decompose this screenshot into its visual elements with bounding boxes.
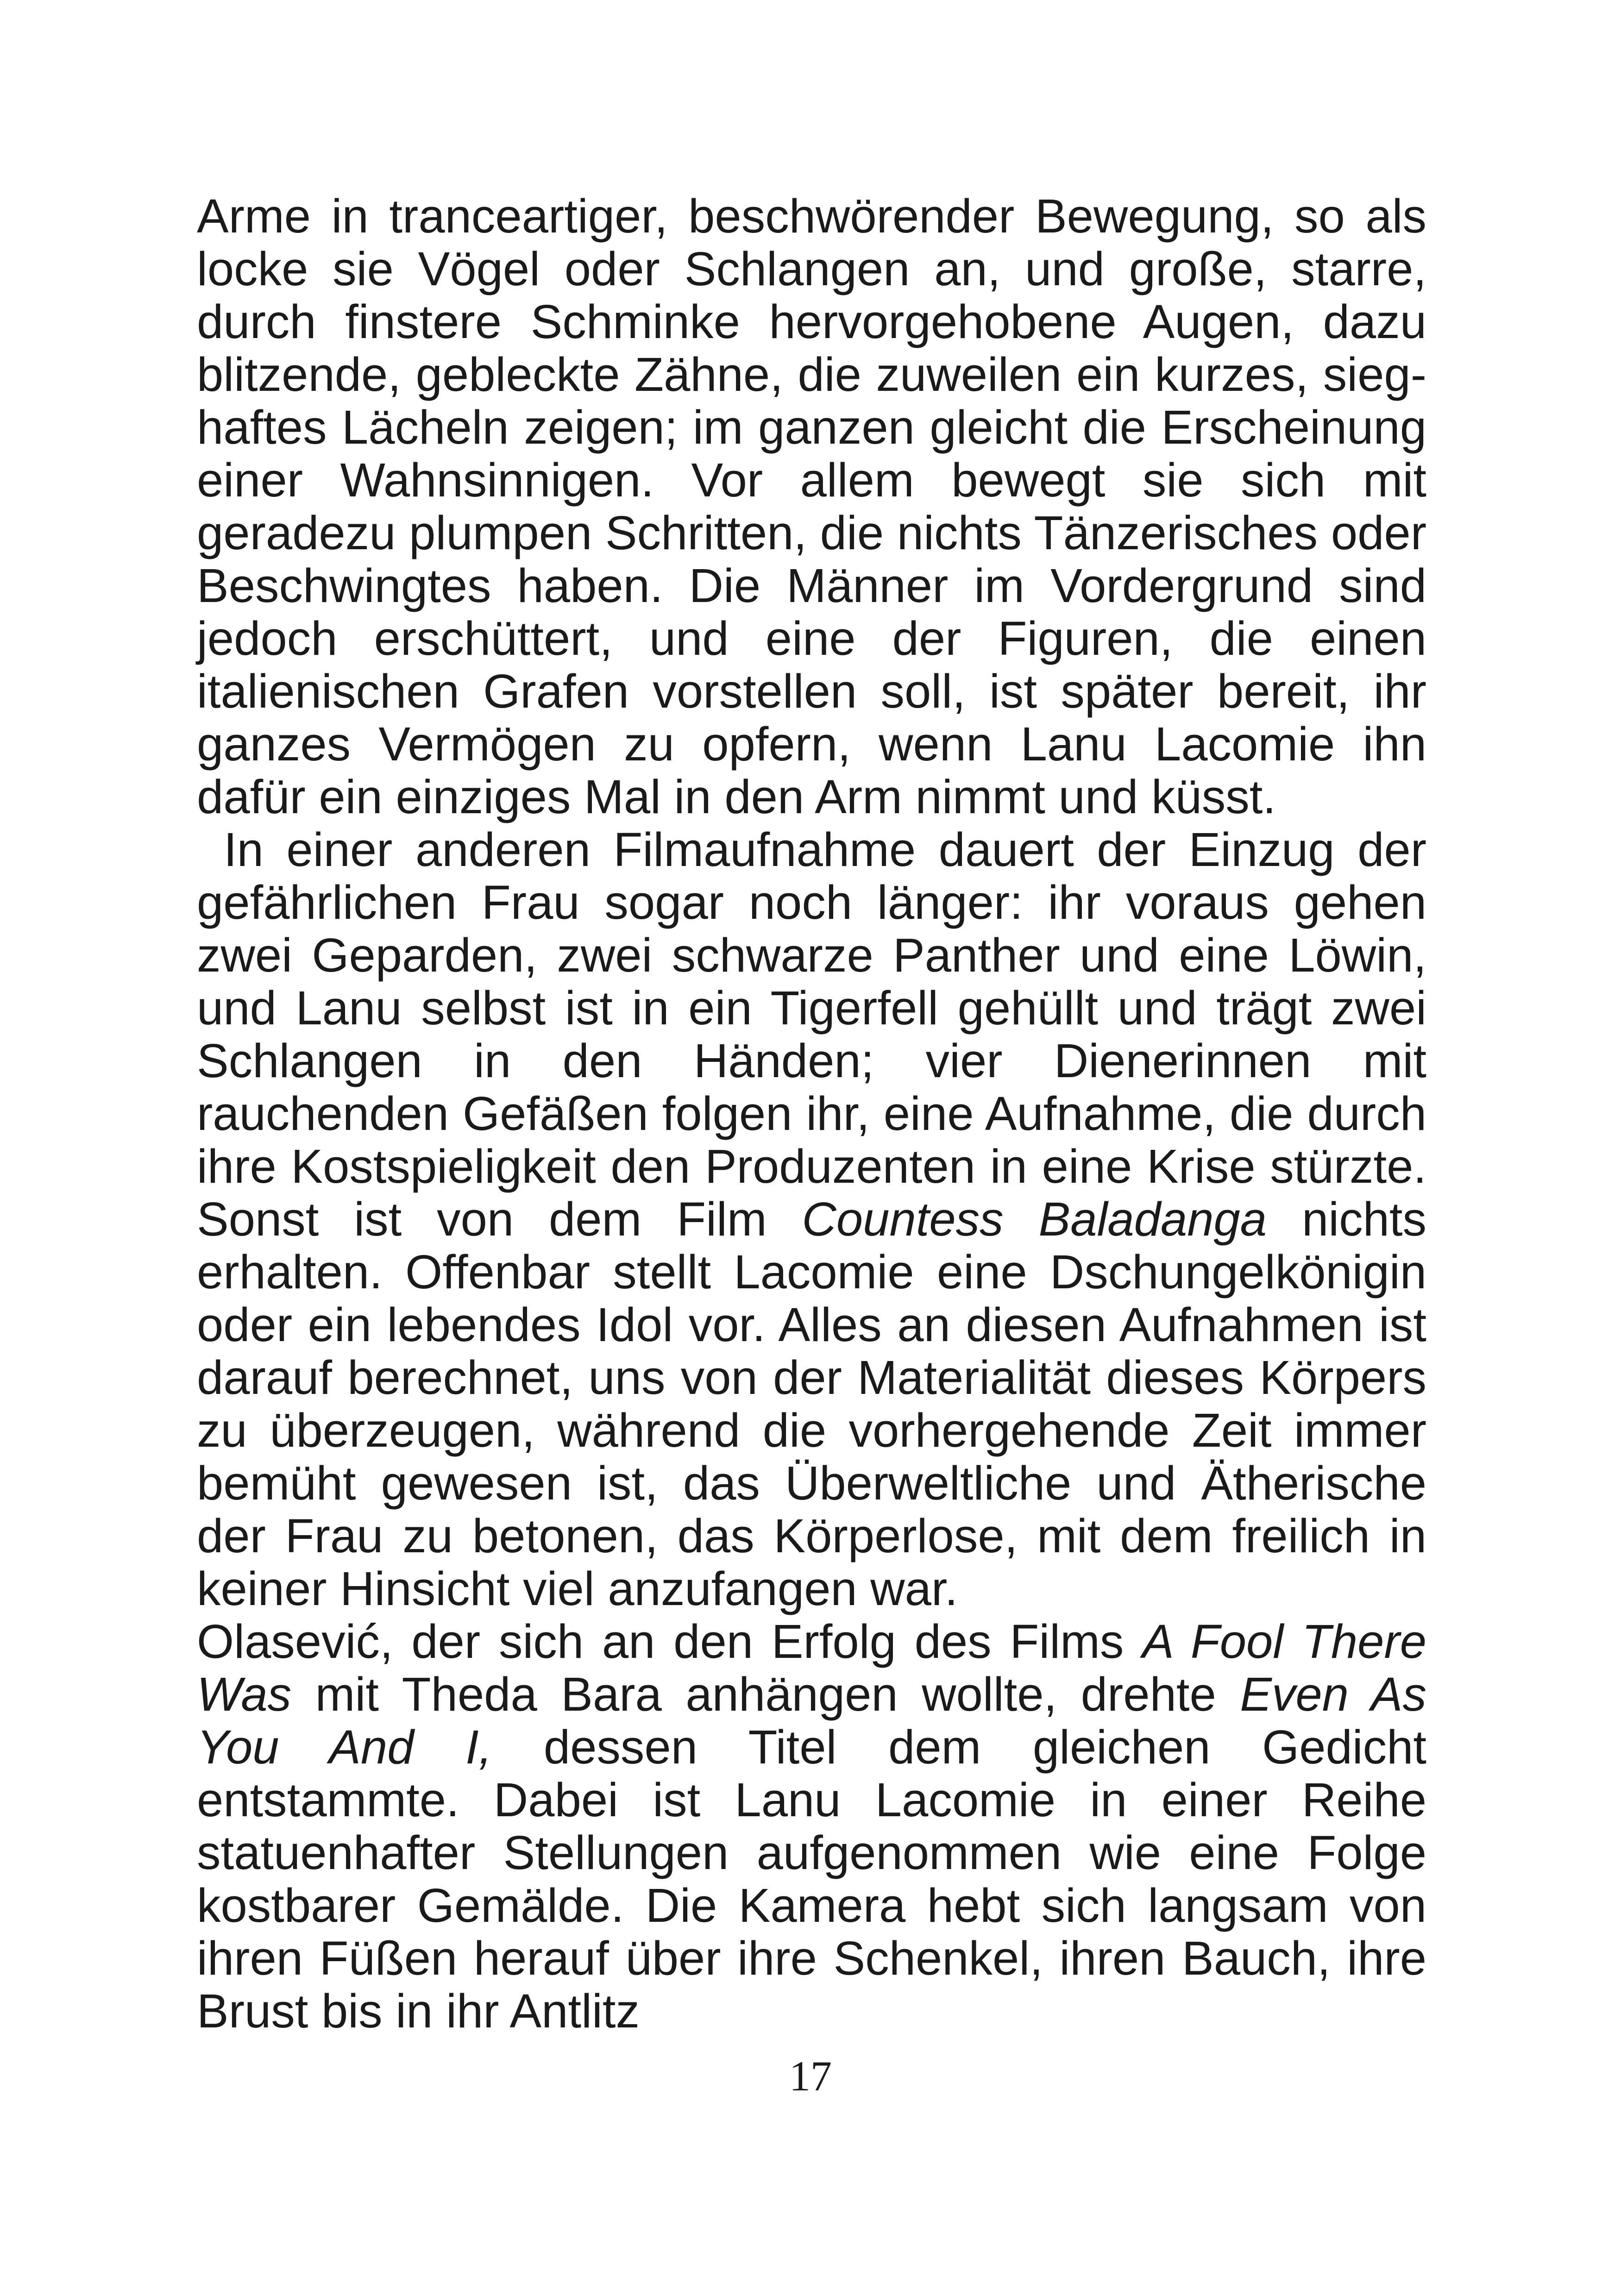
- paragraph-3: [197, 1615, 1426, 2038]
- paragraph-2-text-a: In einer anderen Filmaufnahme dauert der Einzug der gefährlichen Frau sogar noch länger: ihr voraus gehen zwei Geparden, zwei schwarze Panther und eine Löwin, und Lanu selbst ist in ein Tigerfell gehüllt und trägt zwei Schlangen in den Händen; vier Dienerinnen mit rauchenden Gefäßen folgen ihr, eine Aufnahme, die durch ihre Kostspieligkeit den Produzenten in eine Krise stürzte. Sonst ist von dem Film: [197, 823, 1426, 1246]
- paragraph-3-text-b: mit Theda Bara anhängen wollte, drehte: [291, 1668, 1240, 1721]
- film-title-a-fool-there-was: A Fool There Was: [197, 1615, 1426, 1721]
- paragraph-1-text: Arme in tranceartiger, beschwörender Bewegung, so als locke sie Vögel oder Schlangen an, und große, starre, durch finstere Schminke hervorgehobene Augen, dazu blitzende, gebleckte Zähne, die zuweilen ein kurzes, sieghaftes Lächeln zeigen; im ganzen gleicht die Erscheinung einer Wahnsinnigen. Vor allem bewegt sie sich mit geradezu plumpen Schritten, die nichts Tänzerisches oder Beschwingtes haben. Die Männer im Vordergrund sind jedoch erschüttert, und eine der Figuren, die einen italienischen Grafen vorstellen soll, ist später bereit, ihr ganzes Vermögen zu opfern, wenn Lanu Lacomie ihn dafür ein einziges Mal in den Arm nimmt und küsst.: [197, 189, 1426, 823]
- paragraph-3-text-c: dessen Titel dem gleichen Gedicht entstammte. Dabei ist Lanu Lacomie in einer Reihe statuenhafter Stellungen aufgenommen wie eine Folge kostbarer Gemälde. Die Kamera hebt sich langsam von ihren Füßen herauf über ihre Schenkel, ihren Bauch, ihre Brust bis in ihr Antlitz: [197, 1720, 1427, 2038]
- paragraph-2-text-b: nichts erhalten. Offenbar stellt Lacomie eine Dschungelkönigin oder ein lebendes Idol vor. Alles an diesen Aufnahmen ist darauf berechnet, uns von der Materialität dieses Körpers zu überzeugen, während die vorhergehende Zeit immer bemüht gewesen ist, das Überweltliche und Ätherische der Frau zu betonen, das Körperlose, mit dem freilich in keiner Hinsicht viel anzufangen war.: [197, 1192, 1427, 1615]
- film-title-even-as-you-and-i: Even As You And I,: [197, 1668, 1426, 1774]
- paragraph-3-text-a: Olasević, der sich an den Erfolg des Films: [197, 1615, 1143, 1668]
- body-text: [197, 190, 1426, 2038]
- paragraph-1: [197, 190, 1426, 823]
- paragraph-2: [197, 823, 1426, 1615]
- page-number: 17: [789, 2052, 832, 2100]
- film-title-countess-baladanga: Countess Baladanga: [802, 1192, 1267, 1246]
